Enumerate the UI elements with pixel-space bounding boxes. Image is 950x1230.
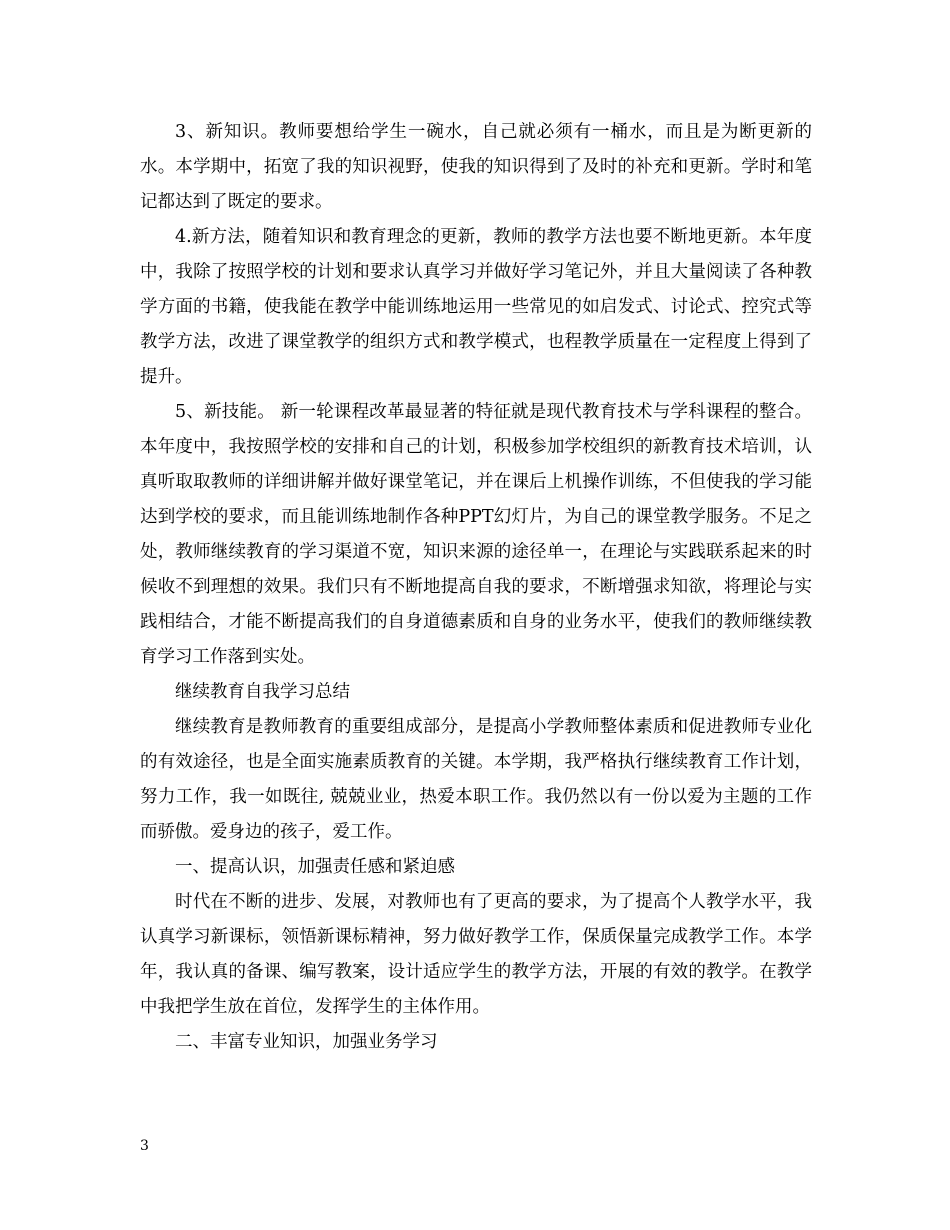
section-title: 继续教育自我学习总结 [175, 682, 350, 702]
paragraph-new-methods: 4.新方法，随着知识和教育理念的更新，教师的教学方法也要不断地更新。本年度中，我除了按照学校的计划和要求认真学习并做好学习笔记外，并且大量阅读了各种教学方面的书籍，使我能在教学中能训练地运用一些常见的如启发式、讨论式、控究式等教学方法，改进了课堂教学的组织方式和教学模式，也程教学质量在一定程度上得到了提升。 [140, 227, 812, 387]
paragraph-new-knowledge: 3、新知识。教师要想给学生一碗水，自己就必须有一桶水，而且是为断更新的水。本学期中，拓宽了我的知识视野，使我的知识得到了及时的补充和更新。学时和笔记都达到了既定的要求。 [140, 122, 812, 212]
document-body [140, 115, 812, 1060]
heading-raise-awareness: 一、提高认识，加强责任感和紧迫感 [175, 857, 455, 877]
paragraph-intro: 继续教育是教师教育的重要组成部分，是提高小学教师整体素质和促进教师专业化的有效途径，也是全面实施素质教育的关键。本学期，我严格执行继续教育工作计划，努力工作，我一如既往, 兢兢业业，热爱本职工作。我仍然以有一份以爱为主题的工作而骄傲。爱身边的孩子，爱工作。 [140, 717, 812, 842]
paragraph-teaching-level: 时代在不断的进步、发展，对教师也有了更高的要求，为了提高个人教学水平，我认真学习新课标，领悟新课标精神，努力做好教学工作，保质保量完成教学工作。本学年，我认真的备课、编写教案，设计适应学生的教学方法，开展的有效的教学。在教学中我把学生放在首位，发挥学生的主体作用。 [140, 892, 812, 1017]
page-number: 3 [140, 1138, 149, 1154]
paragraph-new-skills: 5、新技能。 新一轮课程改革最显著的特征就是现代教育技术与学科课程的整合。本年度中，我按照学校的安排和自己的计划，积极参加学校组织的新教育技术培训，认真听取取教师的详细讲解并做好课堂笔记，并在课后上机操作训练，不但使我的学习能达到学校的要求，而且能训练地制作各种PPT幻灯片，为自己的课堂教学服务。不足之处，教师继续教育的学习渠道不宽，知识来源的途径单一，在理论与实践联系起来的时候收不到理想的效果。我们只有不断地提高自我的要求，不断增强求知欲，将理论与实践相结合，才能不断提高我们的自身道德素质和自身的业务水平，使我们的教师继续教育学习工作落到实处。 [140, 402, 812, 667]
heading-professional-knowledge: 二、丰富专业知识，加强业务学习 [175, 1032, 438, 1052]
